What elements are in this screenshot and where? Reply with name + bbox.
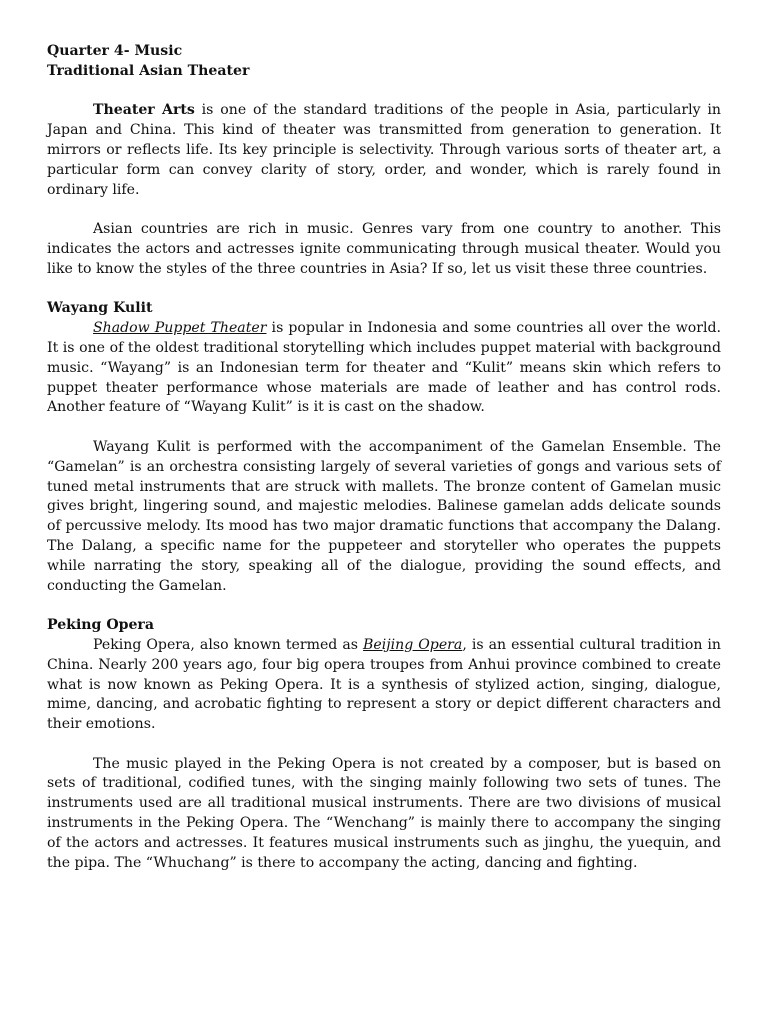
beijing-opera-term: Beijing Opera (363, 636, 463, 653)
peking-paragraph-1-start: Peking Opera, also known termed as (93, 636, 364, 653)
peking-paragraph-1 (47, 636, 721, 735)
intro-paragraph-2: Asian countries are rich in music. Genres vary from one country to another. This indicates the actors and actresses ignite communicating through musical theater. Would you like to know the styles of the three countries in Asia? If so, let us visit these three countries. (47, 221, 721, 277)
intro-paragraph-1-text: is one of the standard traditions of the people in Asia, particularly in Japan and China. This kind of theater was transmitted from generation to generation. It mirrors or reflects life. Its key principle is selectivity. Through various sorts of theater art, a particular form can convey clarity of story, order, and wonder, which is rarely found in ordinary life. (47, 102, 722, 198)
peking-paragraph-1-end: , is an essential cultural tradition in China. Nearly 200 years ago, four big opera troupes from Anhui province combined to create what is now known as Peking Opera. It is a synthesis of stylized action, singing, dialogue, mime, dancing, and acrobatic fighting to represent a story or depict different characters and their emotions. (47, 636, 722, 733)
spacer (47, 418, 721, 438)
document-title: Traditional Asian Theater (47, 62, 250, 79)
wayang-paragraph-2: Wayang Kulit is performed with the accompaniment of the Gamelan Ensemble. The “Gamelan” is an orchestra consisting largely of several varieties of gongs and various sets of tuned metal instruments that are struck with mallets. The bronze content of Gamelan music gives bright, lingering sound, and majestic melodies. Balinese gamelan adds delicate sounds of percussive melody. Its mood has two major dramatic functions that accompany the Dalang. The Dalang, a specific name for the puppeteer and storyteller who operates the puppets while narrating the story, speaking all of the dialogue, providing the sound effects, and conducting the Gamelan. (47, 438, 721, 594)
spacer (47, 735, 721, 755)
wayang-paragraph-1-text: is popular in Indonesia and some countries all over the world. It is one of the oldest traditional storytelling which includes puppet material with background music. “Wayang” is an Indonesian term for theater and “Kulit” means skin which refers to puppet theater performance whose materials are made of leather and has control rods. Another feature of “Wayang Kulit” is it is cast on the shadow. (47, 320, 721, 416)
quarter-title: Quarter 4- Music (47, 43, 183, 59)
wayang-paragraph-1 (47, 319, 721, 418)
peking-opera-heading: Peking Opera (47, 617, 154, 634)
spacer (47, 82, 721, 102)
peking-paragraph-2: The music played in the Peking Opera is not created by a composer, but is based on sets of traditional, codified tunes, with the singing mainly following two sets of tunes. The instruments used are all traditional musical instruments. There are two divisions of musical instruments in the Peking Opera. The “Wenchang” is mainly there to accompany the singing of the actors and actresses. It features musical instruments such as jinghu, the yuequin, and the pipa. The “Whuchang” is there to accompany the acting, dancing and fighting. (47, 755, 721, 871)
spacer (47, 280, 721, 300)
intro-paragraph-1 (47, 101, 721, 200)
theater-arts-term: Theater Arts (93, 102, 195, 119)
spacer (47, 596, 721, 616)
wayang-kulit-heading: Wayang Kulit (47, 300, 153, 317)
spacer (47, 200, 721, 220)
shadow-puppet-theater-term: Shadow Puppet Theater (93, 320, 267, 337)
